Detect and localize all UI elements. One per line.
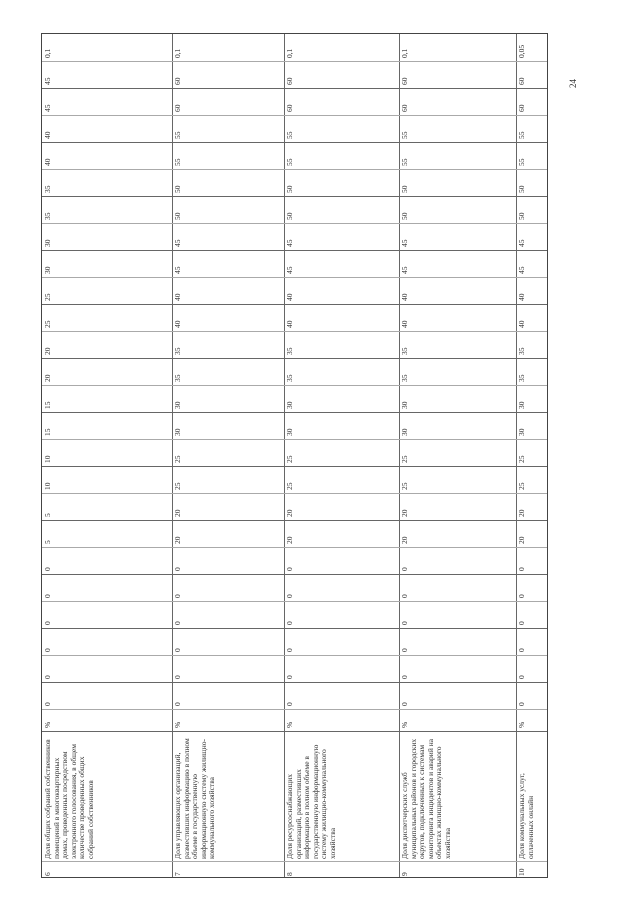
value-cell: 25 bbox=[400, 482, 409, 490]
value-cell: 35 bbox=[43, 185, 52, 193]
value-cell: 55 bbox=[400, 131, 409, 139]
value-cell: 55 bbox=[173, 131, 182, 139]
value-cell: 0 bbox=[517, 702, 526, 706]
column-divider bbox=[42, 709, 547, 710]
value-cell: 45 bbox=[517, 239, 526, 247]
value-cell: 55 bbox=[517, 158, 526, 166]
value-cell: 45 bbox=[285, 266, 294, 274]
value-cell: 20 bbox=[43, 374, 52, 382]
value-cell: 0 bbox=[43, 675, 52, 679]
value-cell: 35 bbox=[400, 374, 409, 382]
value-cell: 35 bbox=[43, 212, 52, 220]
value-cell: 45 bbox=[43, 104, 52, 112]
value-cell: 40 bbox=[173, 320, 182, 328]
unit-cell: % bbox=[43, 721, 52, 728]
value-cell: 20 bbox=[400, 536, 409, 544]
value-cell: 30 bbox=[173, 401, 182, 409]
value-cell: 25 bbox=[43, 293, 52, 301]
value-cell: 40 bbox=[517, 320, 526, 328]
value-cell: 60 bbox=[173, 77, 182, 85]
indicator-label: Доля диспетчерских служб муниципальных районов и городских округов, подключенных к системам мониторинга инцидентов и аварий на объектах жилищно-коммунального хозяйства bbox=[400, 738, 452, 859]
value-cell: 0 bbox=[285, 648, 294, 652]
value-cell: 25 bbox=[285, 482, 294, 490]
column-divider bbox=[42, 88, 547, 89]
value-cell: 25 bbox=[43, 320, 52, 328]
column-divider bbox=[42, 331, 547, 332]
value-cell: 30 bbox=[400, 428, 409, 436]
column-divider bbox=[42, 520, 547, 521]
value-cell: 40 bbox=[43, 158, 52, 166]
rotated-table bbox=[41, 33, 548, 878]
value-cell: 30 bbox=[517, 428, 526, 436]
value-cell: 0 bbox=[285, 702, 294, 706]
column-divider bbox=[42, 439, 547, 440]
column-divider bbox=[42, 628, 547, 629]
value-cell: 55 bbox=[285, 158, 294, 166]
value-cell: 0 bbox=[517, 648, 526, 652]
indicator-label: Доля общих собраний собственников помещений в многоквартирных домах, проведенных посредством электронного голосования, в общем количестве проведенных общих собраний собственников bbox=[43, 739, 95, 859]
value-cell: 35 bbox=[173, 347, 182, 355]
unit-cell: % bbox=[400, 721, 409, 728]
value-cell: 45 bbox=[400, 239, 409, 247]
column-divider bbox=[42, 861, 547, 862]
value-cell: 50 bbox=[400, 185, 409, 193]
column-divider bbox=[42, 574, 547, 575]
value-cell: 55 bbox=[173, 158, 182, 166]
value-cell: 60 bbox=[517, 104, 526, 112]
column-divider bbox=[42, 223, 547, 224]
value-cell: 60 bbox=[400, 104, 409, 112]
value-cell: 0 bbox=[285, 621, 294, 625]
value-cell: 35 bbox=[173, 374, 182, 382]
value-cell: 0 bbox=[285, 594, 294, 598]
value-cell: 55 bbox=[517, 131, 526, 139]
column-divider bbox=[42, 250, 547, 251]
row-number: 10 bbox=[517, 868, 526, 876]
value-cell: 0 bbox=[173, 567, 182, 571]
value-cell: 20 bbox=[173, 536, 182, 544]
value-cell: 55 bbox=[285, 131, 294, 139]
value-cell: 20 bbox=[517, 509, 526, 517]
value-cell: 0 bbox=[43, 702, 52, 706]
value-cell: 0 bbox=[400, 675, 409, 679]
value-cell: 40 bbox=[400, 320, 409, 328]
value-cell: 25 bbox=[173, 482, 182, 490]
value-cell: 50 bbox=[517, 212, 526, 220]
column-divider bbox=[42, 277, 547, 278]
column-divider bbox=[42, 731, 547, 732]
value-cell: 0 bbox=[285, 675, 294, 679]
value-cell: 0 bbox=[43, 648, 52, 652]
value-cell: 0 bbox=[285, 567, 294, 571]
value-cell: 35 bbox=[400, 347, 409, 355]
value-cell: 20 bbox=[517, 536, 526, 544]
value-cell: 0,1 bbox=[285, 48, 294, 58]
indicator-label: Доля ресурсоснабжающих организаций, разместивших информацию в полном объеме в государственную информационную систему жилищно-коммунального хозяйства bbox=[285, 744, 337, 859]
row-number: 9 bbox=[400, 872, 409, 876]
column-divider bbox=[42, 142, 547, 143]
value-cell: 45 bbox=[43, 77, 52, 85]
value-cell: 40 bbox=[43, 131, 52, 139]
column-divider bbox=[42, 304, 547, 305]
value-cell: 50 bbox=[173, 212, 182, 220]
value-cell: 30 bbox=[43, 239, 52, 247]
row-number: 7 bbox=[173, 872, 182, 876]
unit-cell: % bbox=[517, 721, 526, 728]
value-cell: 60 bbox=[285, 77, 294, 85]
value-cell: 0 bbox=[173, 702, 182, 706]
value-cell: 15 bbox=[43, 401, 52, 409]
value-cell: 35 bbox=[285, 374, 294, 382]
value-cell: 30 bbox=[43, 266, 52, 274]
value-cell: 0 bbox=[517, 594, 526, 598]
value-cell: 40 bbox=[400, 293, 409, 301]
column-divider bbox=[42, 169, 547, 170]
value-cell: 45 bbox=[173, 266, 182, 274]
value-cell: 25 bbox=[400, 455, 409, 463]
column-divider bbox=[42, 601, 547, 602]
column-divider bbox=[42, 385, 547, 386]
value-cell: 0 bbox=[43, 594, 52, 598]
value-cell: 25 bbox=[173, 455, 182, 463]
value-cell: 20 bbox=[285, 509, 294, 517]
indicator-label: Доля коммунальных услуг, оплаченных онлайн bbox=[517, 773, 535, 859]
value-cell: 30 bbox=[285, 428, 294, 436]
value-cell: 25 bbox=[517, 455, 526, 463]
value-cell: 50 bbox=[285, 212, 294, 220]
row-number: 8 bbox=[285, 872, 294, 876]
value-cell: 0 bbox=[173, 621, 182, 625]
value-cell: 0,1 bbox=[173, 48, 182, 58]
value-cell: 35 bbox=[517, 347, 526, 355]
value-cell: 60 bbox=[285, 104, 294, 112]
indicator-label: Доля управляющих организаций, разместивших информацию в полном объеме в государственную информационную систему жилищно-коммунального хозяйства bbox=[173, 738, 217, 859]
column-divider bbox=[42, 682, 547, 683]
value-cell: 25 bbox=[285, 455, 294, 463]
column-divider bbox=[42, 61, 547, 62]
value-cell: 45 bbox=[400, 266, 409, 274]
value-cell: 0 bbox=[43, 621, 52, 625]
value-cell: 60 bbox=[173, 104, 182, 112]
value-cell: 35 bbox=[285, 347, 294, 355]
value-cell: 0 bbox=[517, 675, 526, 679]
value-cell: 45 bbox=[285, 239, 294, 247]
value-cell: 20 bbox=[43, 347, 52, 355]
value-cell: 0,1 bbox=[400, 48, 409, 58]
unit-cell: % bbox=[173, 721, 182, 728]
value-cell: 30 bbox=[517, 401, 526, 409]
value-cell: 50 bbox=[285, 185, 294, 193]
unit-cell: % bbox=[285, 721, 294, 728]
value-cell: 0 bbox=[173, 594, 182, 598]
value-cell: 60 bbox=[400, 77, 409, 85]
value-cell: 0 bbox=[517, 567, 526, 571]
value-cell: 10 bbox=[43, 455, 52, 463]
value-cell: 35 bbox=[517, 374, 526, 382]
value-cell: 20 bbox=[400, 509, 409, 517]
value-cell: 10 bbox=[43, 482, 52, 490]
page-number: 24 bbox=[568, 79, 578, 88]
value-cell: 50 bbox=[517, 185, 526, 193]
value-cell: 40 bbox=[285, 293, 294, 301]
value-cell: 0 bbox=[517, 621, 526, 625]
value-cell: 30 bbox=[400, 401, 409, 409]
value-cell: 0 bbox=[43, 567, 52, 571]
column-divider bbox=[42, 493, 547, 494]
column-divider bbox=[42, 358, 547, 359]
value-cell: 30 bbox=[285, 401, 294, 409]
column-divider bbox=[42, 547, 547, 548]
value-cell: 0 bbox=[400, 648, 409, 652]
value-cell: 50 bbox=[400, 212, 409, 220]
value-cell: 20 bbox=[173, 509, 182, 517]
value-cell: 45 bbox=[517, 266, 526, 274]
value-cell: 0 bbox=[400, 567, 409, 571]
value-cell: 25 bbox=[517, 482, 526, 490]
value-cell: 5 bbox=[43, 513, 52, 517]
row-number: 6 bbox=[43, 872, 52, 876]
value-cell: 55 bbox=[400, 158, 409, 166]
column-divider bbox=[42, 115, 547, 116]
value-cell: 50 bbox=[173, 185, 182, 193]
value-cell: 20 bbox=[285, 536, 294, 544]
value-cell: 5 bbox=[43, 540, 52, 544]
column-divider bbox=[42, 196, 547, 197]
value-cell: 40 bbox=[173, 293, 182, 301]
value-cell: 0,1 bbox=[43, 48, 52, 58]
column-divider bbox=[42, 655, 547, 656]
value-cell: 0 bbox=[173, 675, 182, 679]
column-divider bbox=[42, 466, 547, 467]
column-divider bbox=[42, 412, 547, 413]
value-cell: 40 bbox=[517, 293, 526, 301]
value-cell: 0 bbox=[400, 702, 409, 706]
value-cell: 0,05 bbox=[517, 44, 526, 58]
value-cell: 30 bbox=[173, 428, 182, 436]
value-cell: 0 bbox=[400, 594, 409, 598]
value-cell: 0 bbox=[400, 621, 409, 625]
value-cell: 0 bbox=[173, 648, 182, 652]
value-cell: 45 bbox=[173, 239, 182, 247]
value-cell: 15 bbox=[43, 428, 52, 436]
value-cell: 40 bbox=[285, 320, 294, 328]
value-cell: 60 bbox=[517, 77, 526, 85]
